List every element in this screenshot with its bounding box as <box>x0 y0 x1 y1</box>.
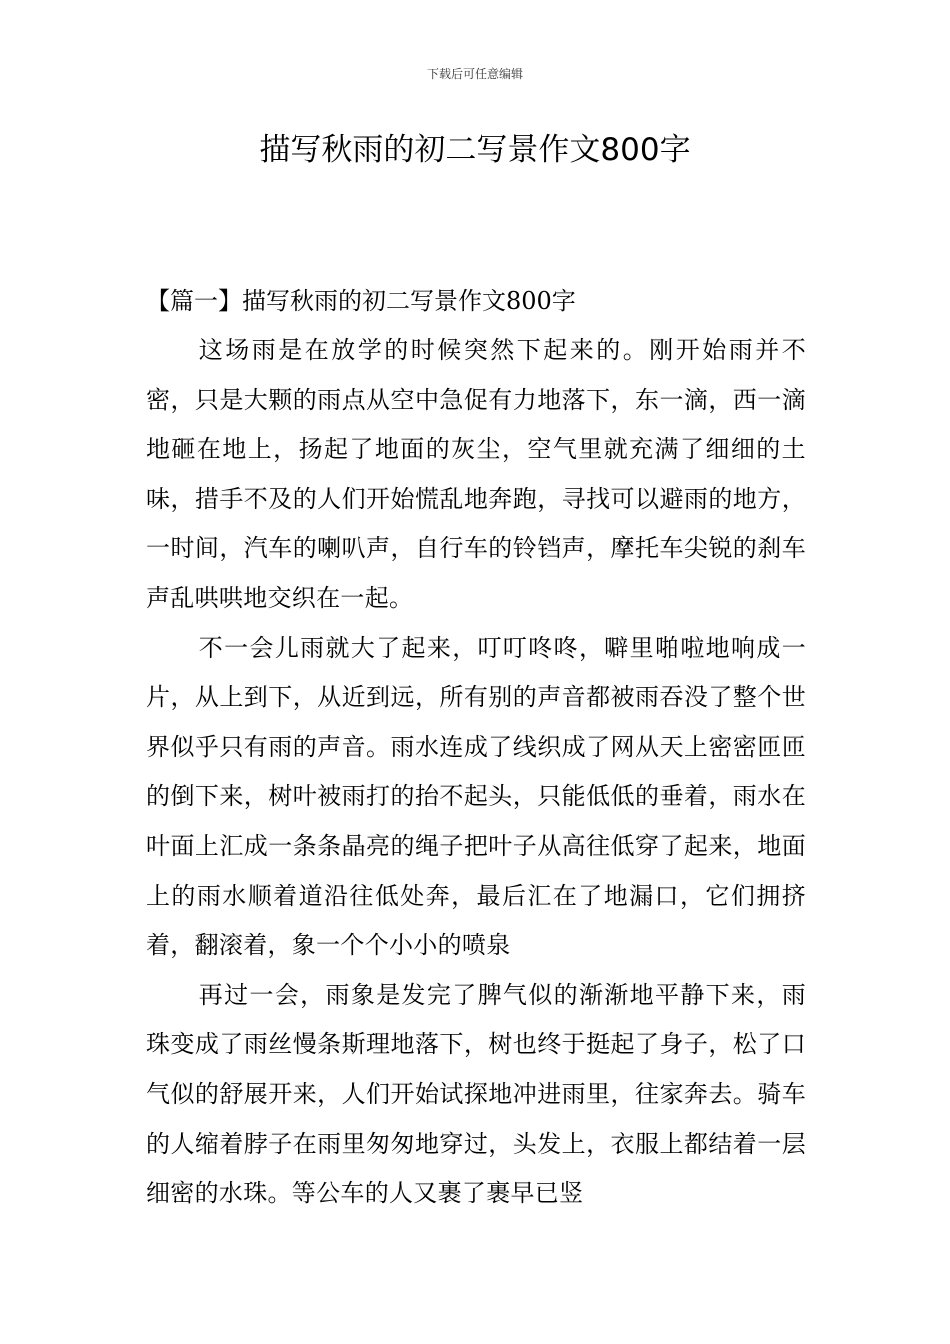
paragraph-1: 这场雨是在放学的时候突然下起来的。刚开始雨并不密，只是大颗的雨点从空中急促有力地落下，东一滴，西一滴地砸在地上，扬起了地面的灰尘，空气里就充满了细细的土味，措手不及的人们开始慌乱地奔跑，寻找可以避雨的地方，一时间，汽车的喇叭声，自行车的铃铛声，摩托车尖锐的刹车声乱哄哄地交织在一起。 <box>146 336 806 612</box>
section-heading: 【篇一】描写秋雨的初二写景作文800字 <box>146 287 576 315</box>
header-note: 下载后可任意编辑 <box>426 67 523 81</box>
paragraph-3: 再过一会，雨象是发完了脾气似的渐渐地平静下来，雨珠变成了雨丝慢条斯理地落下，树也终于挺起了身子，松了口气似的舒展开来，人们开始试探地冲进雨里，往家奔去。骑车的人缩着脖子在雨里匆匆地穿过，头发上，衣服上都结着一层细密的水珠。等公车的人又裹了裹早已竖 <box>146 980 806 1208</box>
paragraph-2: 不一会儿雨就大了起来，叮叮咚咚，噼里啪啦地响成一片，从上到下，从近到远，所有别的声音都被雨吞没了整个世界似乎只有雨的声音。雨水连成了线织成了网从天上密密匝匝的倒下来，树叶被雨打的抬不起头，只能低低的垂着，雨水在叶面上汇成一条条晶亮的绳子把叶子从高往低穿了起来，地面上的雨水顺着道沿往低处奔，最后汇在了地漏口，它们拥挤着，翻滚着，象一个个小小的喷泉 <box>146 633 806 960</box>
document-title: 描写秋雨的初二写景作文800字 <box>259 132 691 168</box>
document-body <box>146 276 806 1219</box>
